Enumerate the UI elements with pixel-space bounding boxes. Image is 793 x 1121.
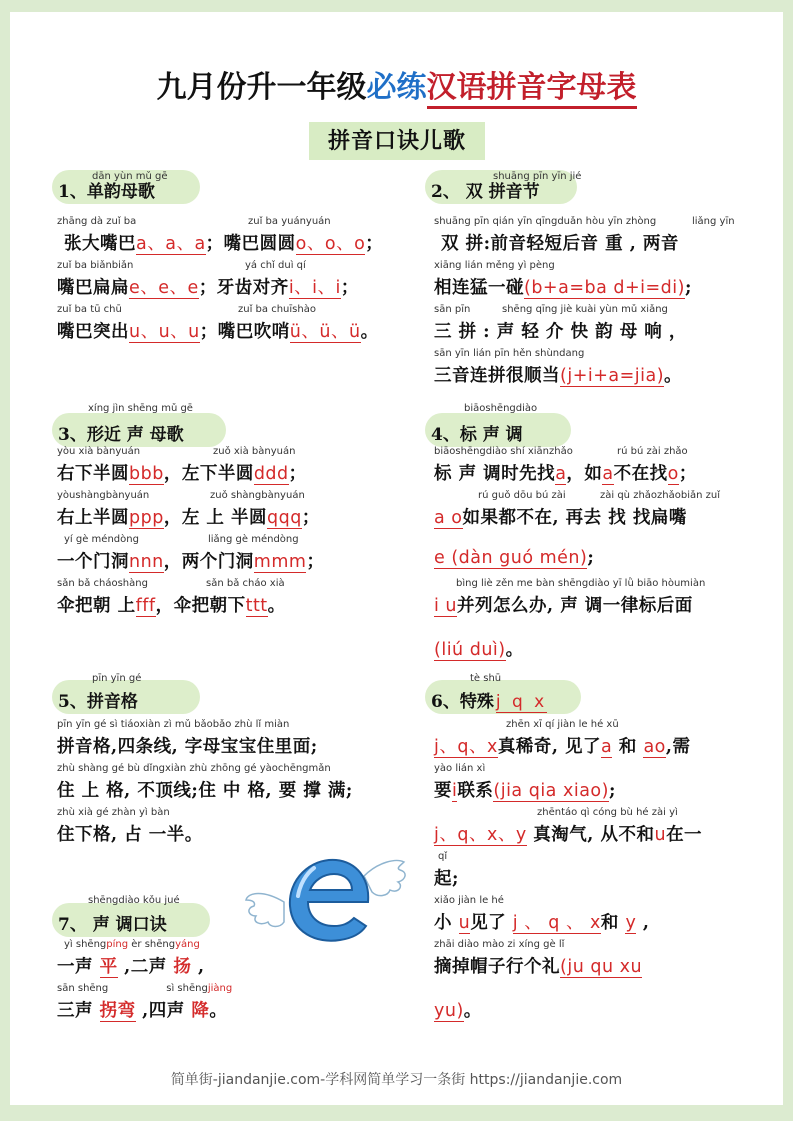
section-header-6: 6、特殊 j q x xyxy=(425,680,581,714)
section-header-7: 7、 声 调口诀 xyxy=(52,903,210,937)
section-pinyin-7: shēngdiào kǒu jué xyxy=(88,895,180,906)
section-header-2: 2、 双 拼音节 xyxy=(425,170,577,204)
pinyin-line: sān pīn xyxy=(434,304,471,315)
pinyin-line: xiǎo jiàn le hé xyxy=(434,895,504,906)
section-header-4: 4、标 声 调 xyxy=(425,413,571,447)
pinyin-line: zhù shàng gé bù dǐngxiàn zhù zhōng gé yàochēngmǎn xyxy=(57,763,331,774)
pinyin-line: zuǐ ba biǎnbiǎn xyxy=(57,260,134,271)
verse-line: j、q、x、y 真淘气, 从不和u在一 xyxy=(434,825,703,845)
section-pinyin-2: shuāng pīn yīn jié xyxy=(493,171,582,182)
pinyin-line: bìng liè zěn me bàn shēngdiào yī lǜ biāo hòumiàn xyxy=(456,578,706,589)
verse-line: (liú duì)。 xyxy=(434,640,524,660)
pinyin-line: rú guǒ dōu bú zài xyxy=(478,490,566,501)
verse-line: 住下格, 占 一半。 xyxy=(57,825,203,845)
winged-letter-e-icon xyxy=(244,840,414,960)
verse-line: yu)。 xyxy=(434,1001,482,1021)
pinyin-line: shēng qīng jiè kuài yùn mǔ xiǎng xyxy=(502,304,668,315)
pinyin-line: yì shēngpíng èr shēngyáng xyxy=(64,939,200,950)
section-pinyin-1: dān yùn mǔ gē xyxy=(92,171,168,182)
verse-line: 双 拼:前音轻短后音 重 , 两音 xyxy=(441,234,679,254)
verse-line: 要i联系(jia qia xiao); xyxy=(434,781,616,801)
pinyin-line: liǎng gè méndòng xyxy=(208,534,299,545)
pinyin-line: shuāng pīn qián yīn qīngduǎn hòu yīn zhòng xyxy=(434,216,657,227)
verse-line: 摘掉帽子行个礼(ju qu xu xyxy=(434,957,643,977)
verse-line: 右下半圆bbb，左下半圆ddd； xyxy=(57,464,307,484)
section-header-5: 5、拼音格 xyxy=(52,680,200,714)
pinyin-line: zuǐ ba yuányuán xyxy=(248,216,331,227)
pinyin-line: sān shēng sì shēngjiàng xyxy=(57,983,233,994)
verse-line: 小 u见了 j 、 q 、 x和 y , xyxy=(434,913,650,933)
verse-line: 一个门洞nnn，两个门洞mmm； xyxy=(57,552,325,572)
section-header-1: 1、单韵母歌 xyxy=(52,170,200,204)
verse-line: 一声 平 ,二声 扬 , xyxy=(57,957,205,977)
verse-line: 拼音格,四条线, 字母宝宝住里面; xyxy=(57,737,318,757)
pinyin-line: yí gè méndòng xyxy=(64,534,139,545)
pinyin-line: xiāng lián měng yì pèng xyxy=(434,260,555,271)
pinyin-line: yòu xià bànyuán xyxy=(57,446,141,457)
verse-line: 标 声 调时先找a，如a不在找o； xyxy=(434,464,697,484)
footer-watermark: 简单街-jiandanjie.com-学科网简单学习一条街 https://jiandanjie.com xyxy=(170,1072,623,1088)
pinyin-line: pīn yīn gé sì tiáoxiàn zì mǔ bǎobǎo zhù lǐ miàn xyxy=(57,719,290,730)
verse-line: 张大嘴巴a、a、a；嘴巴圆圆o、o、o； xyxy=(64,234,384,254)
pinyin-line: zuǐ ba tū chū xyxy=(57,304,122,315)
pinyin-line: zài qù zhǎozhǎobiǎn zuǐ xyxy=(600,490,720,501)
pinyin-line: zuǒ shàngbànyuán xyxy=(210,490,305,501)
verse-line: e (dàn guó mén); xyxy=(434,548,595,568)
section-pinyin-3: xíng jìn shēng mǔ gē xyxy=(88,403,193,414)
verse-line: 嘴巴突出u、u、u；嘴巴吹哨ü、ü、ü。 xyxy=(57,322,379,342)
pinyin-line: liǎng yīn xyxy=(692,216,735,227)
pinyin-line: zhēn xī qí jiàn le hé xū xyxy=(506,719,619,730)
pinyin-line: rú bú zài zhǎo xyxy=(617,446,688,457)
verse-line: 三声 拐弯 ,四声 降。 xyxy=(57,1001,228,1021)
pinyin-line: yòushàngbànyuán xyxy=(57,490,150,501)
pinyin-line: zhù xià gé zhàn yì bàn xyxy=(57,807,170,818)
section-pinyin-4: biāoshēngdiào xyxy=(464,403,538,414)
pinyin-line: zhāi diào mào zi xíng gè lǐ xyxy=(434,939,565,950)
page-subtitle: 拼音口诀儿歌 xyxy=(309,122,485,160)
pinyin-line: sǎn bǎ cháo xià xyxy=(206,578,285,589)
verse-line: 起; xyxy=(434,869,459,889)
verse-line: 伞把朝 上fff，伞把朝下ttt。 xyxy=(57,596,286,616)
verse-line: 右上半圆ppp，左 上 半圆qqq； xyxy=(57,508,320,528)
verse-line: 三 拼 : 声 轻 介 快 韵 母 响 ， xyxy=(434,322,687,342)
pinyin-line: zuǐ ba chuīshào xyxy=(238,304,316,315)
pinyin-line: sǎn bǎ cháoshàng xyxy=(57,578,148,589)
section-pinyin-5: pīn yīn gé xyxy=(92,673,142,684)
pinyin-line: yào lián xì xyxy=(434,763,486,774)
verse-line: 嘴巴扁扁e、e、e；牙齿对齐i、i、i； xyxy=(57,278,359,298)
pinyin-line: yá chǐ duì qí xyxy=(245,260,306,271)
verse-line: 住 上 格, 不顶线;住 中 格, 要 撑 满; xyxy=(57,781,353,801)
section-header-3: 3、形近 声 母歌 xyxy=(52,413,226,447)
pinyin-line: zhāng dà zuǐ ba xyxy=(57,216,137,227)
page-title: 九月份升一年级必练汉语拼音字母表 xyxy=(0,62,793,106)
pinyin-line: sān yīn lián pīn hěn shùndang xyxy=(434,348,585,359)
verse-line: j、q、x真稀奇, 见了a 和 ao,需 xyxy=(434,737,691,757)
verse-line: i u并列怎么办, 声 调一律标后面 xyxy=(434,596,693,616)
section-pinyin-6: tè shū xyxy=(470,673,502,684)
pinyin-line: qǐ xyxy=(438,851,448,862)
verse-line: a o如果都不在, 再去 找 找扁嘴 xyxy=(434,508,687,528)
verse-line: 三音连拼很顺当(j+i+a=jia)。 xyxy=(434,366,683,386)
pinyin-line: biāoshēngdiào shí xiānzhǎo xyxy=(434,446,573,457)
verse-line: 相连猛一碰(b+a=ba d+i=di); xyxy=(434,278,692,298)
pinyin-line: zhēntáo qì cóng bù hé zài yì xyxy=(537,807,678,818)
pinyin-line: zuǒ xià bànyuán xyxy=(213,446,296,457)
